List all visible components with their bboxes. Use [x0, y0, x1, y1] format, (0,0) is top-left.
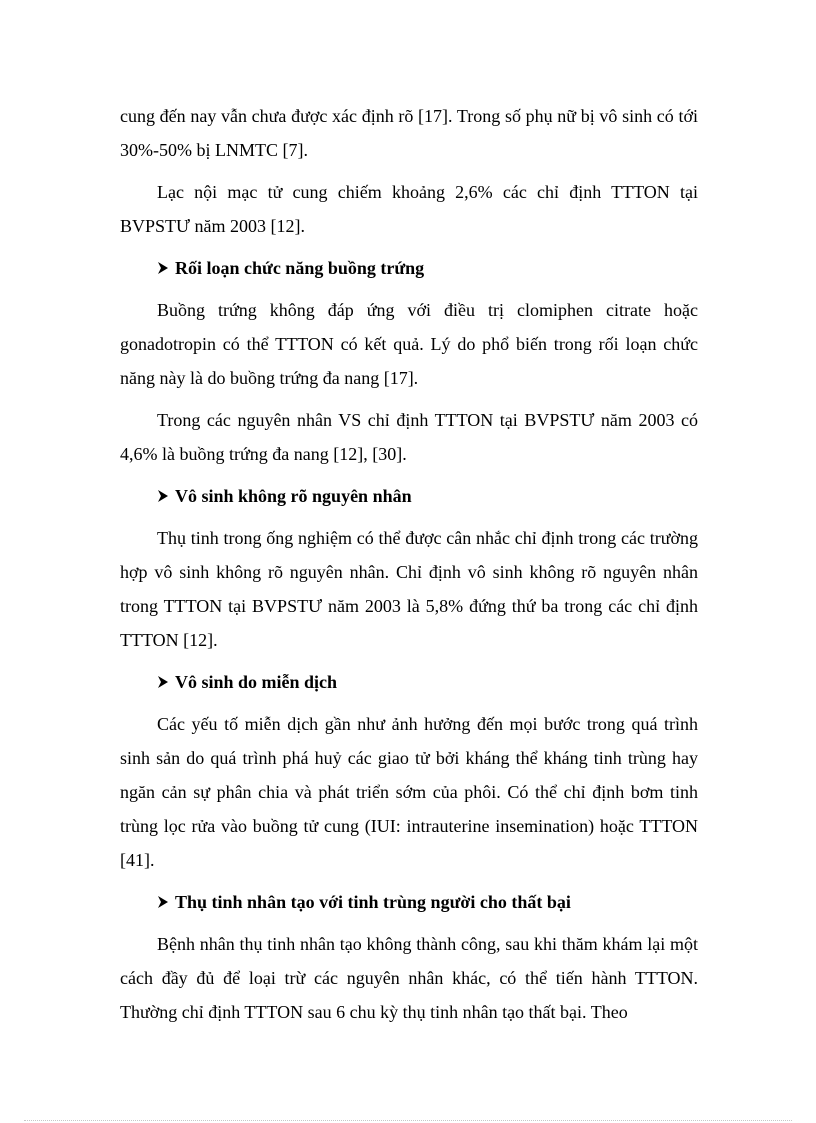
heading-text: Thụ tinh nhân tạo với tinh trùng người cho thất bại — [175, 892, 571, 912]
paragraph-6: Các yếu tố miễn dịch gần như ảnh hưởng đến mọi bước trong quá trình sinh sản do quá trình phá huỷ các giao tử bởi kháng thể kháng tinh trùng hay ngăn cản sự phân chia và phát triển sớm của phôi. Có thể chỉ định bơm tinh trùng lọc rửa vào buồng tử cung (IUI: intrauterine insemination) hoặc TTTON [41]. — [120, 714, 698, 870]
heading-ovarian-dysfunction — [120, 251, 698, 285]
document-body — [120, 99, 698, 1029]
heading-text: Vô sinh không rõ nguyên nhân — [175, 486, 412, 506]
paragraph-3: Buồng trứng không đáp ứng với điều trị clomiphen citrate hoặc gonadotropin có thể TTTON có kết quả. Lý do phổ biến trong rối loạn chức năng này là do buồng trứng đa nang [17]. — [120, 300, 698, 388]
paragraph-1: cung đến nay vẫn chưa được xác định rõ [17]. Trong số phụ nữ bị vô sinh có tới 30%-50% bị LNMTC [7]. — [120, 106, 698, 160]
arrow-bullet-icon — [157, 261, 169, 275]
heading-text: Rối loạn chức năng buồng trứng — [175, 258, 425, 278]
heading-unexplained-infertility — [120, 479, 698, 513]
heading-donor-insemination-failure — [120, 885, 698, 919]
heading-text: Vô sinh do miễn dịch — [175, 672, 338, 692]
arrow-bullet-icon — [157, 675, 169, 689]
paragraph-2: Lạc nội mạc tử cung chiếm khoảng 2,6% các chỉ định TTTON tại BVPSTƯ năm 2003 [12]. — [120, 182, 698, 236]
paragraph-4: Trong các nguyên nhân VS chỉ định TTTON tại BVPSTƯ năm 2003 có 4,6% là buồng trứng đa nang [12], [30]. — [120, 410, 698, 464]
arrow-bullet-icon — [157, 895, 169, 909]
page-bottom-divider — [24, 1120, 792, 1121]
heading-immune-infertility — [120, 665, 698, 699]
paragraph-5: Thụ tinh trong ống nghiệm có thể được cân nhắc chỉ định trong các trường hợp vô sinh không rõ nguyên nhân. Chỉ định vô sinh không rõ nguyên nhân trong TTTON tại BVPSTƯ năm 2003 là 5,8% đứng thứ ba trong các chỉ định TTTON [12]. — [120, 528, 698, 650]
paragraph-7: Bệnh nhân thụ tinh nhân tạo không thành công, sau khi thăm khám lại một cách đầy đủ để loại trừ các nguyên nhân khác, có thể tiến hành TTTON. Thường chỉ định TTTON sau 6 chu kỳ thụ tinh nhân tạo thất bại. Theo — [120, 934, 698, 1022]
arrow-bullet-icon — [157, 489, 169, 503]
